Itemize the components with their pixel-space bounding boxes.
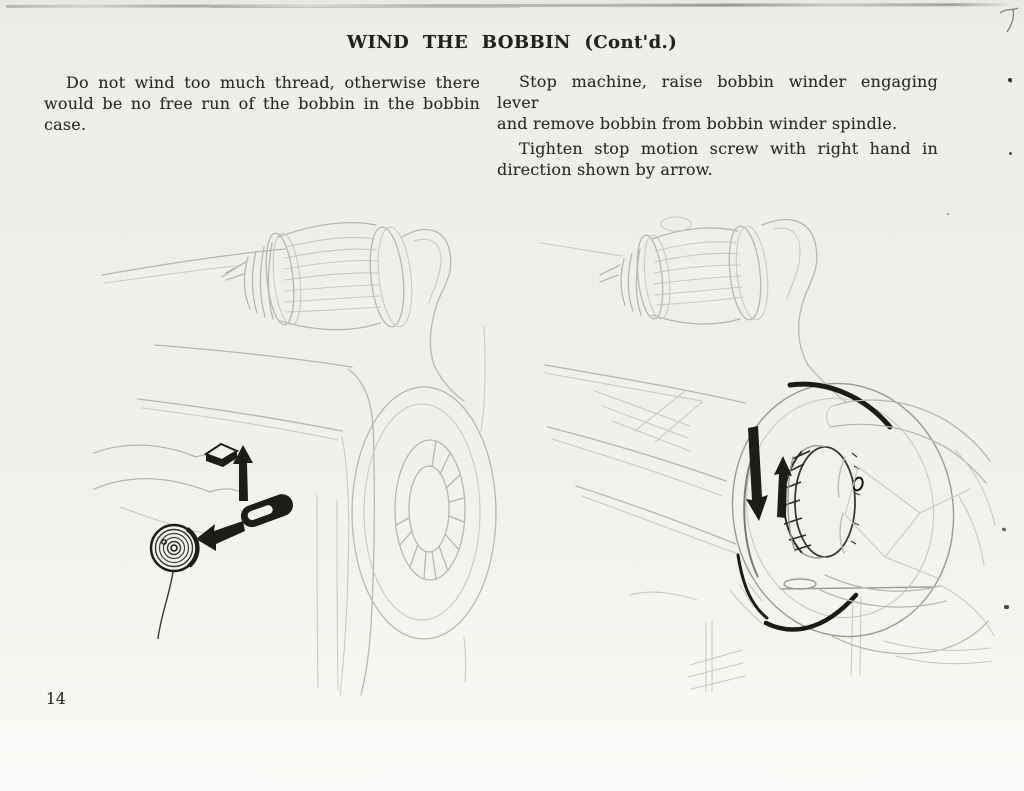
wound-bobbin [151, 525, 197, 639]
page-title: WIND THE BOBBIN (Cont'd.) [346, 32, 678, 53]
tighten-stop-motion-screw-illustration [540, 195, 1000, 695]
text-line: would be no free run of the bobbin in the bobbin [44, 94, 480, 113]
right-text-column [497, 71, 938, 180]
left-arrow-icon [196, 521, 245, 551]
page-number: 14 [46, 690, 66, 708]
engaging-lever [206, 444, 237, 467]
scan-artifact-speck [1008, 78, 1012, 82]
scan-artifact-corner-mark [998, 5, 1020, 33]
thread-spool-sketch [600, 217, 817, 365]
scan-artifact-speck [1009, 152, 1012, 155]
left-text-column [44, 72, 480, 135]
text-line: Tighten stop motion screw with right hand in [519, 139, 938, 158]
text-line: case. [44, 115, 87, 134]
stop-motion-screw-drawing [540, 195, 1000, 695]
paragraph [44, 72, 480, 135]
text-line: direction shown by arrow. [497, 160, 713, 179]
bobbin-removal-drawing [90, 195, 500, 700]
scan-artifact-speck [1004, 605, 1009, 609]
text-line: Do not wind too much thread, otherwise there [66, 73, 480, 92]
hanging-thread [158, 572, 173, 639]
paragraph [497, 71, 938, 134]
scan-artifact-top-smudge-2 [210, 7, 520, 8]
machine-outline-sketch [540, 243, 932, 692]
scan-artifact-speck [1002, 527, 1007, 532]
thread-spool-sketch [222, 223, 451, 365]
text-line: Stop machine, raise bobbin winder engaging lever [497, 72, 938, 112]
text-line: and remove bobbin from bobbin winder spindle. [497, 114, 898, 133]
paragraph [497, 138, 938, 180]
raise-lever-and-remove-bobbin-illustration [90, 195, 500, 700]
stop-motion-screw [782, 446, 864, 558]
